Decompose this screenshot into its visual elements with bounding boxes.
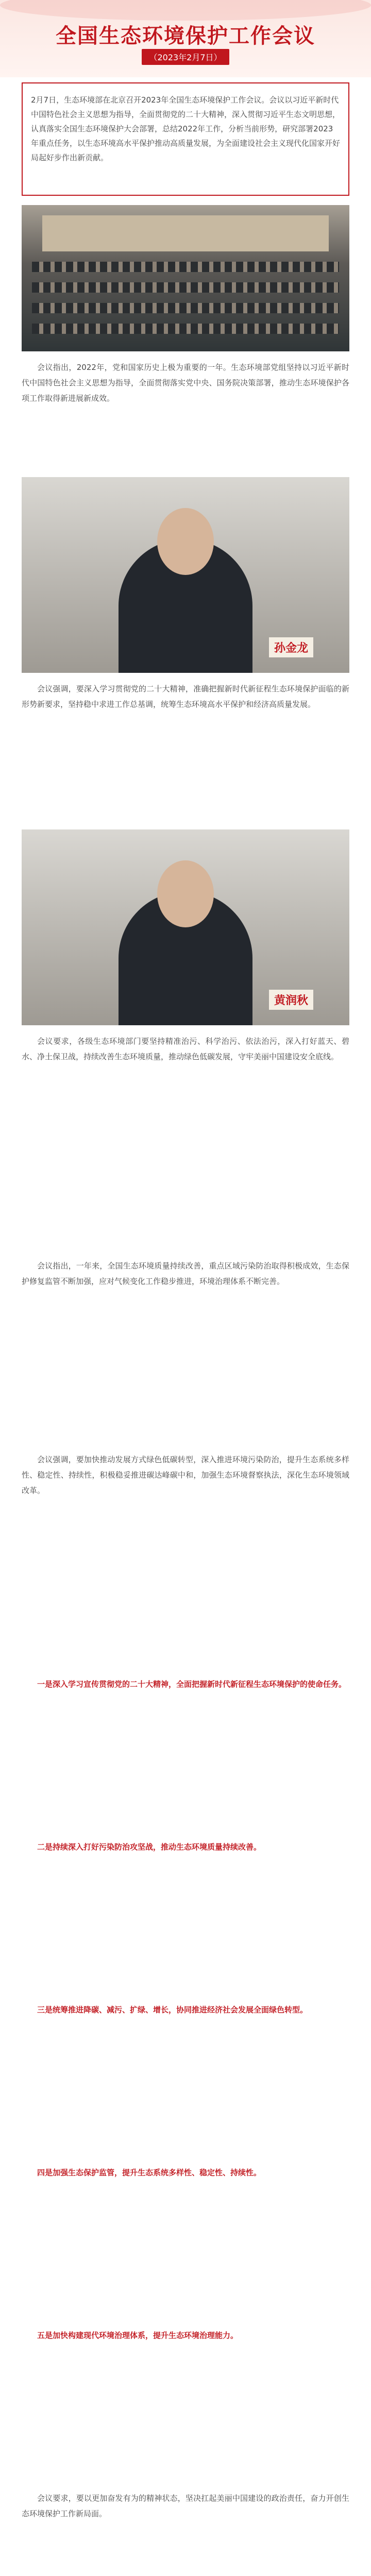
decor-wave xyxy=(0,0,371,21)
paragraph: 会议要求，各级生态环境部门要坚持精准治污、科学治污、依法治污，深入打好蓝天、碧水、净土保卫战，持续改善生态环境质量，推动绿色低碳发展，守牢美丽中国建设安全底线。 xyxy=(22,1037,349,1061)
paragraph: 会议指出，一年来，全国生态环境质量持续改善，重点区域污染防治取得积极成效，生态保护修复监管不断加强，应对气候变化工作稳步推进，环境治理体系不断完善。 xyxy=(22,1261,349,1286)
key-point: 一是深入学习宣传贯彻党的二十大精神，全面把握新时代新征程生态环境保护的使命任务。 xyxy=(37,1680,347,1689)
closing-paragraph: 会议要求，要以更加奋发有为的精神状态，坚决扛起美丽中国建设的政治责任，奋力开创生态环境保护工作新局面。 xyxy=(22,2494,349,2518)
page-title: 全国生态环境保护工作会议 xyxy=(56,24,315,48)
key-point: 四是加强生态保护监管，提升生态系统多样性、稳定性、持续性。 xyxy=(37,2168,262,2177)
key-point: 五是加快构建现代环境治理体系，提升生态环境治理能力。 xyxy=(37,2331,239,2340)
paragraph: 会议指出，2022年，党和国家历史上极为重要的一年。生态环境部党组坚持以习近平新时代中国特色社会主义思想为指导，全面贯彻落实党中央、国务院决策部署，推动生态环境保护各项工作取得新进展新成效。 xyxy=(22,363,349,403)
key-point: 三是统筹推进降碳、减污、扩绿、增长，协同推进经济社会发展全面绿色转型。 xyxy=(37,2005,308,2014)
nameplate: 黄润秋 xyxy=(269,990,313,1010)
paragraph: 会议强调，要深入学习贯彻党的二十大精神，准确把握新时代新征程生态环境保护面临的新形势新要求，坚持稳中求进工作总基调，统筹生态环境高水平保护和经济高质量发展。 xyxy=(22,684,349,709)
paragraph: 会议强调，要加快推动发展方式绿色低碳转型，深入推进环境污染防治，提升生态系统多样性、稳定性、持续性，积极稳妥推进碳达峰碳中和，加强生态环境督察执法，深化生态环境领域改革。 xyxy=(22,1455,349,1495)
key-point: 二是持续深入打好污染防治攻坚战，推动生态环境质量持续改善。 xyxy=(37,1842,262,1852)
speaker-photo-2 xyxy=(22,829,349,1025)
header-banner xyxy=(0,0,371,77)
speaker-photo-1 xyxy=(22,477,349,673)
nameplate: 孙金龙 xyxy=(269,637,313,657)
intro-box: 2月7日，生态环境部在北京召开2023年全国生态环境保护工作会议。会议以习近平新时代中国特色社会主义思想为指导，全面贯彻党的二十大精神，深入贯彻习近平生态文明思想，认真落实全国生态环境保护大会部署，总结2022年工作，分析当前形势，研究部署2023年重点任务，以生态环境高水平保护推动高质量发展，为全面建设社会主义现代化国家开好局起好步作出新贡献。 xyxy=(22,82,349,196)
meeting-photo xyxy=(22,205,349,351)
meeting-date: （2023年2月7日） xyxy=(142,49,229,65)
